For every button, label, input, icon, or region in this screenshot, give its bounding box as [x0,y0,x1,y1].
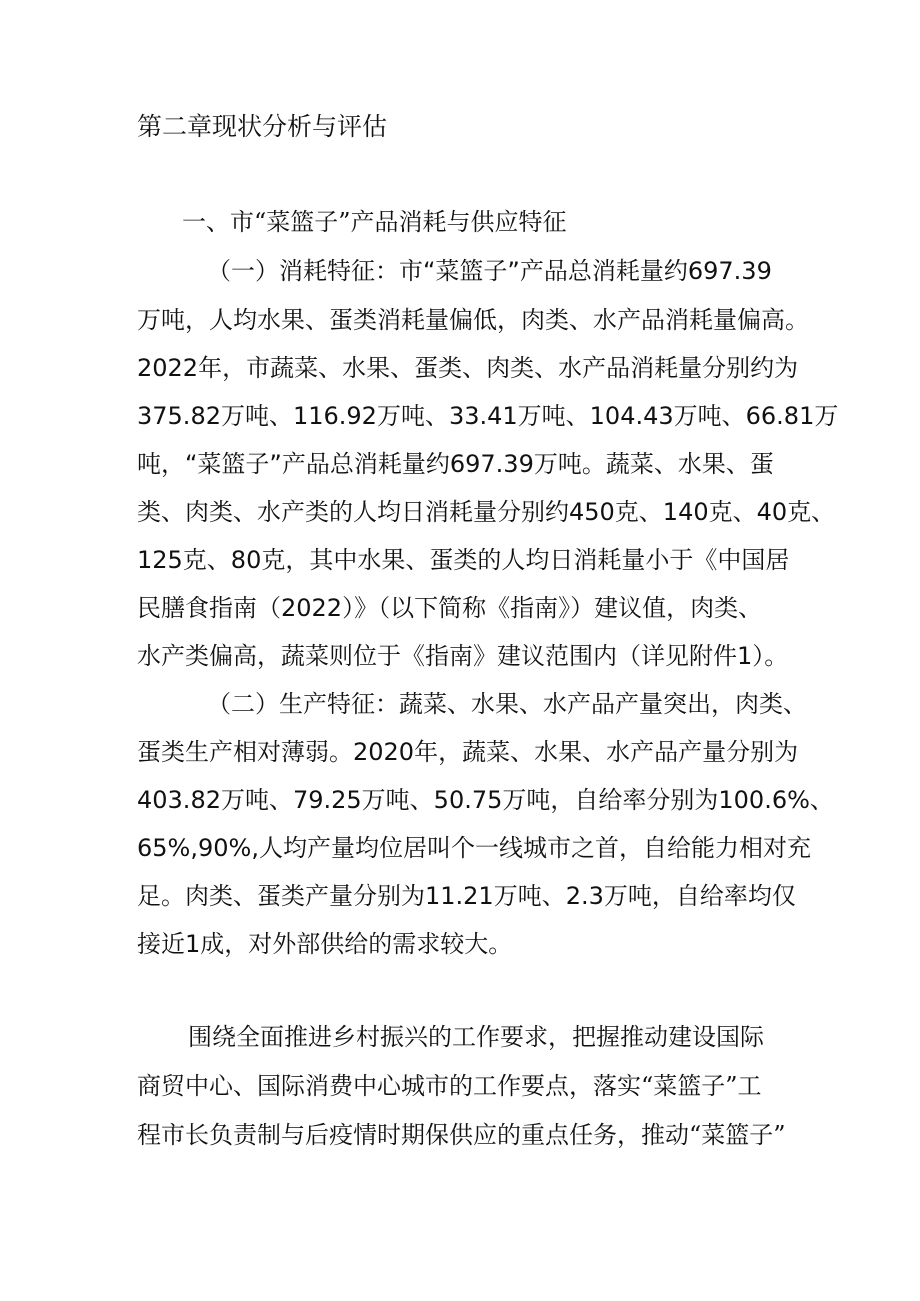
paragraph-line: （二）生产特征：蔬菜、水果、水产品产量突出，肉类、 [207,690,807,718]
section-heading: 一、市“菜篮子”产品消耗与供应特征 [182,208,567,236]
paragraph-line: 水产类偏高，蔬菜则位于《指南》建议范围内（详见附件1）。 [137,642,789,670]
paragraph-line: 万吨，人均水果、蛋类消耗量偏低，肉类、水产品消耗量偏高。 [137,306,809,334]
paragraph-line: 接近1成，对外部供给的需求较大。 [137,930,513,958]
paragraph-line: 65%,90%,人均产量均位居叫个一线城市之首，自给能力相对充 [137,834,811,862]
paragraph-line: 类、肉类、水产类的人均日消耗量分别约450克、140克、40克、 [137,498,836,526]
paragraph-line: 程市长负责制与后疫情时期保供应的重点任务，推动“菜篮子” [137,1121,786,1149]
paragraph-line: 403.82万吨、79.25万吨、50.75万吨，自给率分别为100.6%、 [137,786,834,814]
paragraph-line: （一）消耗特征：市“菜篮子”产品总消耗量约697.39 [207,257,772,285]
paragraph-line: 吨，“菜篮子”产品总消耗量约697.39万吨。蔬菜、水果、蛋 [137,450,774,478]
paragraph-line: 蛋类生产相对薄弱。2020年，蔬菜、水果、水产品产量分别为 [137,738,799,766]
paragraph-line: 2022年，市蔬菜、水果、蛋类、肉类、水产品消耗量分别约为 [137,354,799,382]
paragraph-line: 足。肉类、蛋类产量分别为11.21万吨、2.3万吨，自给率均仅 [137,882,796,910]
paragraph-line: 围绕全面推进乡村振兴的工作要求，把握推动建设国际 [188,1023,764,1051]
chapter-title: 第二章现状分析与评估 [137,112,388,141]
paragraph-line: 民膳食指南（2022）》（以下简称《指南》）建议值，肉类、 [137,594,763,622]
paragraph-line: 375.82万吨、116.92万吨、33.41万吨、104.43万吨、66.81万 [137,402,839,430]
paragraph-line: 125克、80克，其中水果、蛋类的人均日消耗量小于《中国居 [137,546,790,574]
paragraph-line: 商贸中心、国际消费中心城市的工作要点，落实“菜篮子”工 [137,1072,762,1100]
